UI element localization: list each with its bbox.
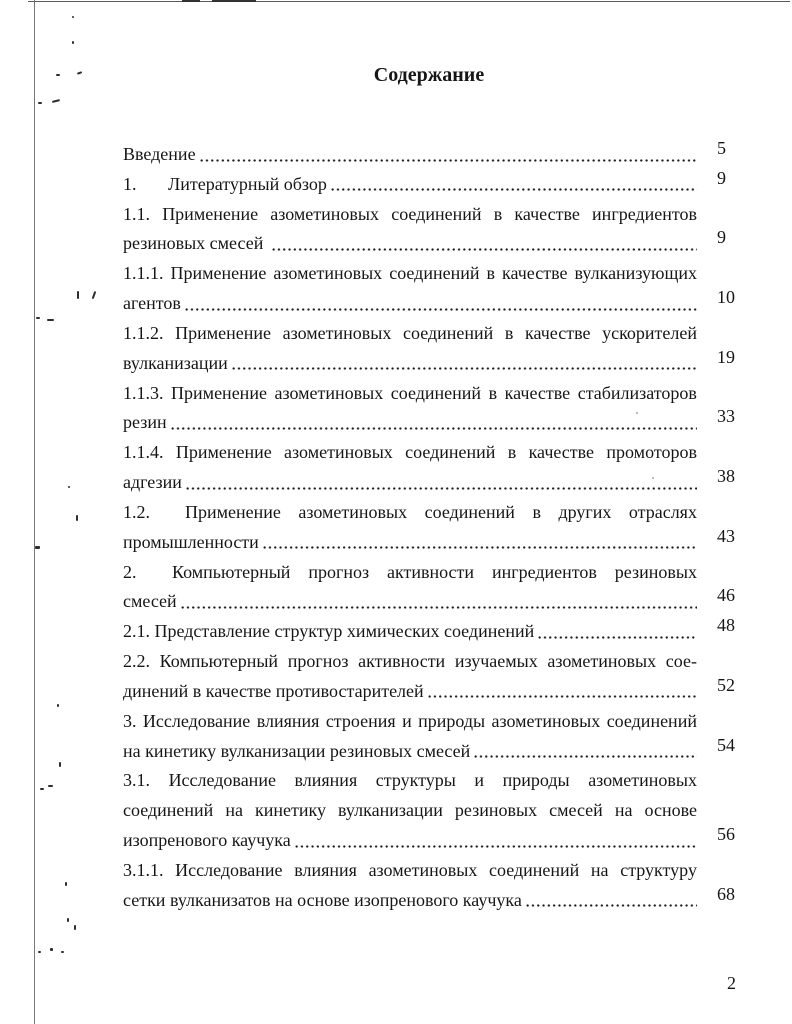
- toc-page-number: 54: [717, 734, 735, 755]
- toc-page-number: 52: [717, 674, 735, 695]
- toc-entry-title: 2.1. Представление структур химических соединений: [123, 621, 535, 642]
- scan-speck: [72, 16, 74, 18]
- toc-page-number: 33: [717, 406, 735, 427]
- scan-speck: [77, 71, 82, 74]
- word: в: [486, 263, 495, 284]
- toc-page-number: 43: [717, 525, 735, 546]
- word: соединений: [391, 203, 482, 224]
- toc-line: [123, 346, 735, 379]
- toc-line: [123, 167, 726, 200]
- word: азометиновых: [368, 859, 478, 880]
- word: 3.1.: [123, 770, 150, 791]
- word: соединений: [488, 859, 580, 880]
- scan-border-top-dash: [212, 0, 256, 2]
- toc-entry-title: Литературный обзор: [168, 173, 327, 194]
- word: азометиновых: [273, 263, 383, 284]
- word: соединений: [123, 800, 214, 821]
- toc-line: [123, 438, 697, 468]
- scan-speck: [48, 785, 53, 787]
- word: прогноз: [287, 651, 349, 672]
- toc-entry-title: Введение: [123, 144, 196, 164]
- toc-line: [123, 259, 697, 289]
- word: смесей: [549, 800, 603, 821]
- toc-page-number: 19: [717, 346, 735, 367]
- dot-leader: [199, 140, 697, 162]
- toc-line: [123, 615, 735, 647]
- scan-speck: [65, 882, 67, 886]
- word: 3.1.1.: [123, 859, 164, 880]
- word: резиновых: [454, 800, 538, 821]
- dot-leader: [170, 408, 697, 430]
- word: строения: [325, 710, 396, 731]
- toc-line: [123, 406, 735, 438]
- word: 1.1.4.: [123, 442, 164, 463]
- scan-border-top: [28, 1, 790, 2]
- word: и: [402, 710, 412, 731]
- word: в: [504, 322, 514, 343]
- word: азометиновых: [284, 442, 393, 463]
- word: в: [488, 382, 498, 403]
- word: в: [532, 501, 541, 522]
- dot-leader: [185, 468, 697, 490]
- dot-leader: [427, 677, 697, 699]
- toc-line: [123, 796, 697, 826]
- scan-speck: [67, 918, 69, 922]
- toc-entry-3-1: [123, 766, 735, 855]
- dot-leader: [180, 587, 697, 609]
- word: Компьютерный: [172, 561, 291, 582]
- scan-speck: [38, 102, 42, 104]
- toc-entry-title: смесей: [123, 591, 177, 612]
- word: других: [558, 501, 612, 522]
- word: вулканизации: [338, 800, 443, 821]
- word: резиновых: [614, 561, 697, 582]
- word: азометиновых: [274, 382, 384, 403]
- word: соединений: [402, 322, 494, 343]
- toc-line: [123, 200, 697, 230]
- toc-line: [123, 287, 735, 319]
- scan-speck: [76, 515, 78, 521]
- word: изучаемых: [454, 651, 538, 672]
- dot-leader: [537, 617, 697, 639]
- word: соединений: [424, 501, 515, 522]
- word: азометиновых: [270, 203, 380, 224]
- toc-line: [123, 227, 726, 259]
- scan-speck: [47, 319, 54, 321]
- dot-leader: [525, 886, 697, 908]
- table-of-contents: [123, 138, 735, 916]
- word: структуры: [375, 770, 456, 791]
- toc-entry-title: вулканизации: [123, 352, 228, 373]
- toc-entry-title: резин: [123, 412, 167, 433]
- word: ускорителей: [602, 322, 697, 343]
- toc-line: [123, 647, 697, 677]
- scan-speck: [57, 704, 59, 707]
- word: природы: [502, 770, 570, 791]
- toc-entry-1-1-3: [123, 379, 735, 439]
- toc-entry-title: на кинетику вулканизации резиновых смесей: [123, 740, 471, 761]
- toc-page-number: 9: [717, 167, 726, 188]
- word: стабилизаторов: [577, 382, 697, 403]
- word: азометиновых: [282, 322, 392, 343]
- toc-entry-2-1: [123, 615, 735, 647]
- toc-page-number: 46: [717, 585, 735, 606]
- word: Применение: [162, 203, 259, 224]
- dot-leader: [330, 170, 697, 192]
- dot-leader: [473, 737, 697, 759]
- toc-line: [123, 766, 697, 796]
- word: Исследование: [175, 859, 283, 880]
- toc-line: [123, 707, 697, 737]
- word: 1.1.1.: [123, 263, 164, 284]
- word: Исследование: [168, 770, 276, 791]
- section-number: 1.2.: [123, 501, 150, 522]
- toc-entry-1: [123, 167, 726, 200]
- word: сое-: [665, 651, 697, 672]
- word: соединений: [389, 263, 480, 284]
- toc-page-number: 9: [717, 227, 726, 248]
- word: отраслях: [628, 501, 697, 522]
- toc-entry-2: [123, 558, 735, 618]
- scan-speck: [92, 291, 96, 299]
- word: ингредиентов: [592, 203, 697, 224]
- scan-speck: [38, 951, 41, 953]
- toc-entry-title: динений в качестве противостарителей: [123, 680, 424, 701]
- word: природы: [418, 710, 486, 731]
- toc-line: [123, 674, 735, 707]
- toc-entry-title: промышленности: [123, 531, 259, 552]
- word: 1.1.: [123, 203, 150, 224]
- word: качестве: [502, 263, 568, 284]
- toc-line: [123, 319, 697, 349]
- scan-speck: [36, 317, 40, 319]
- scan-speck: [74, 925, 76, 930]
- word: ингредиентов: [491, 561, 597, 582]
- toc-line: [123, 466, 735, 498]
- word: 1.1.3.: [123, 382, 164, 403]
- word: влияния: [294, 859, 357, 880]
- toc-line: [123, 856, 697, 886]
- toc-entry-title: сетки вулканизатов на основе изопренового каучука: [123, 889, 522, 910]
- word: 2.2.: [123, 651, 150, 672]
- toc-line: [123, 883, 735, 916]
- section-number: 2.: [123, 561, 137, 582]
- word: в: [493, 203, 503, 224]
- word: соединений: [405, 442, 496, 463]
- section-number: 1.: [123, 173, 137, 194]
- word: Применение: [175, 322, 271, 343]
- dot-leader: [262, 528, 697, 550]
- scan-speck: [61, 951, 64, 953]
- dot-leader: [184, 289, 697, 311]
- toc-line: [123, 525, 735, 558]
- word: влияния: [294, 770, 358, 791]
- toc-page-number: 68: [717, 883, 735, 904]
- word: на: [225, 800, 243, 821]
- word: в: [507, 442, 517, 463]
- word: структуру: [620, 859, 697, 880]
- toc-entry-title: [185, 498, 697, 528]
- word: азометиновых: [588, 770, 697, 791]
- scan-speck: [35, 546, 40, 549]
- scan-speck: [56, 74, 60, 76]
- page-number: 2: [727, 973, 736, 993]
- scan-speck: [40, 788, 44, 790]
- scan-border-left: [34, 0, 35, 1024]
- scan-speck: [68, 486, 70, 488]
- dot-leader: [231, 349, 697, 371]
- word: кинетику: [255, 800, 326, 821]
- toc-line: [123, 558, 697, 588]
- scan-speck: [72, 41, 74, 44]
- word: и: [474, 770, 485, 791]
- word: Применение: [185, 501, 281, 522]
- scan-speck: [59, 762, 61, 767]
- toc-entry-title: изопренового каучука: [123, 830, 291, 851]
- toc-page-number: 38: [717, 466, 735, 487]
- word: азометиновых: [298, 501, 408, 522]
- toc-line: [123, 138, 726, 170]
- word: качестве: [514, 203, 580, 224]
- toc-entry-title: адгезии: [123, 472, 182, 493]
- word: Исследование: [142, 710, 251, 731]
- word: Компьютерный: [159, 651, 279, 672]
- toc-line: [123, 379, 697, 409]
- toc-page-number: 5: [717, 138, 726, 158]
- dot-leader: [294, 826, 697, 848]
- word: Применение: [170, 263, 267, 284]
- word: Применение: [175, 442, 272, 463]
- word: соединений: [390, 382, 482, 403]
- word: на: [614, 800, 633, 821]
- toc-page-number: 56: [717, 824, 735, 845]
- word: качестве: [504, 382, 571, 403]
- toc-entry-2-2: [123, 647, 735, 707]
- word: Применение: [171, 382, 267, 403]
- word: азометиновых: [491, 710, 601, 731]
- word: качестве: [524, 322, 591, 343]
- word: 1.1.2.: [123, 322, 164, 343]
- scan-border-top-dash: [182, 0, 200, 2]
- toc-line: [123, 585, 735, 617]
- word: активности: [386, 561, 475, 582]
- dot-leader: [271, 229, 697, 251]
- word: влияния: [256, 710, 320, 731]
- word: на: [590, 859, 609, 880]
- word: активности: [358, 651, 446, 672]
- toc-entry-3-1-1: [123, 856, 735, 916]
- scan-speck: [77, 291, 79, 299]
- toc-entry-title: агентов: [123, 293, 181, 314]
- toc-line: [123, 734, 735, 767]
- toc-entry-title: [172, 558, 697, 588]
- word: основе: [644, 800, 697, 821]
- toc-line: [123, 824, 735, 856]
- word: качестве: [528, 442, 595, 463]
- page-title: Содержание: [373, 64, 485, 86]
- word: 3.: [123, 710, 137, 731]
- toc-entry-3: [123, 707, 735, 767]
- toc-page-number: 48: [717, 615, 735, 636]
- toc-page-number: 10: [717, 287, 735, 308]
- word: прогноз: [308, 561, 370, 582]
- word: соединений: [606, 710, 697, 731]
- scan-speck: [50, 948, 53, 951]
- toc-entry-1-1-2: [123, 319, 735, 379]
- toc-entry-introduction: [123, 138, 726, 170]
- word: вулканизующих: [574, 263, 697, 284]
- toc-entry-1-1: [123, 200, 726, 260]
- toc-entry-1-1-4: [123, 438, 735, 498]
- toc-entry-1-1-1: [123, 259, 735, 319]
- scan-speck: [52, 99, 60, 103]
- toc-entry-1-2: [123, 498, 735, 558]
- word: азометиновых: [547, 651, 657, 672]
- word: промоторов: [606, 442, 697, 463]
- toc-entry-title: резиновых смесей: [123, 233, 264, 254]
- toc-line: [123, 498, 697, 528]
